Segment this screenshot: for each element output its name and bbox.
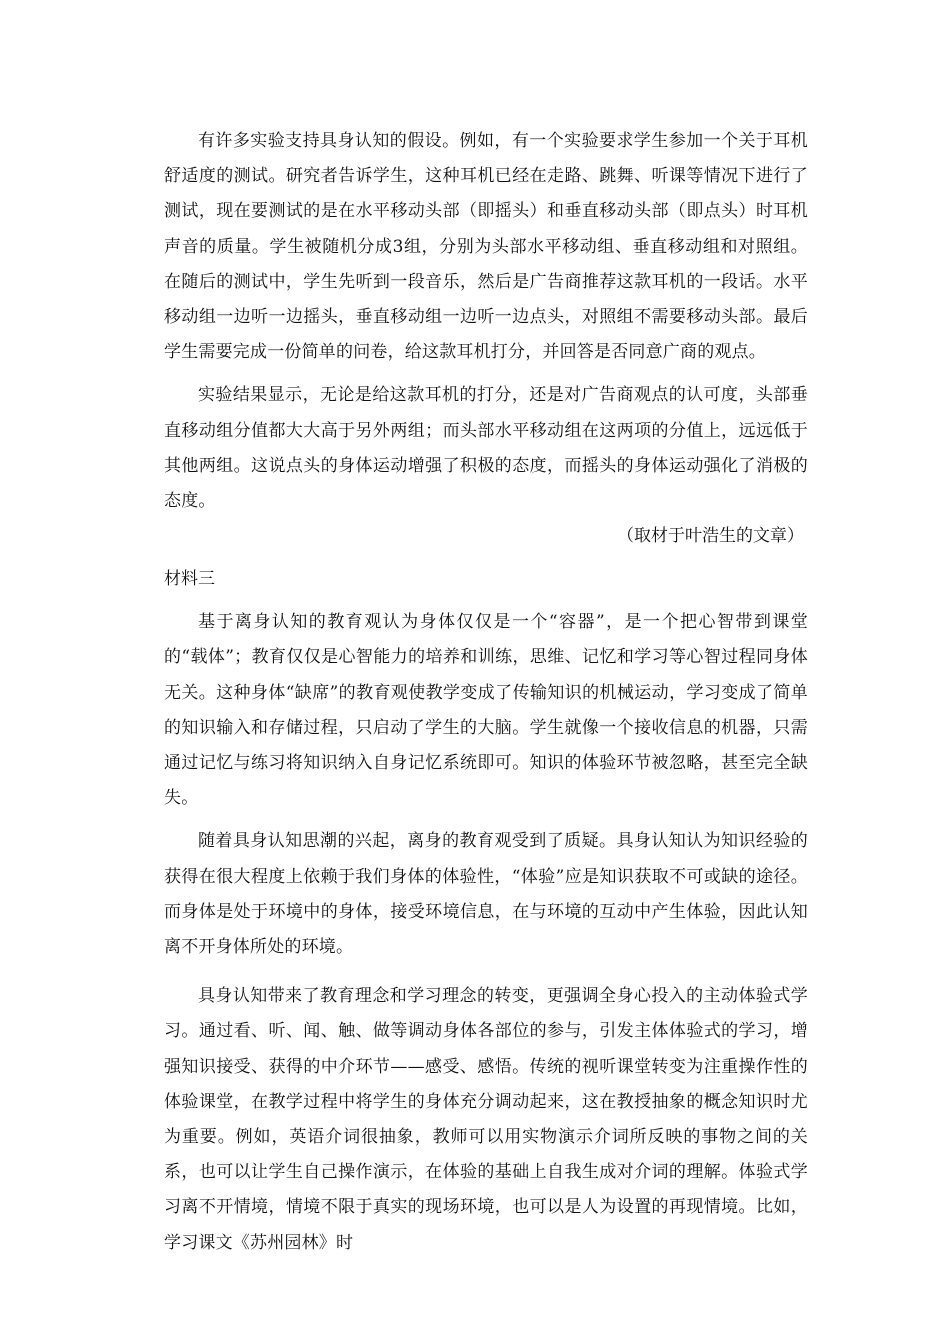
paragraph-experiential-learning: 具身认知带来了教育理念和学习理念的转变，更强调全身心投入的主动体验式学习。通过看、听、闻、触、做等调动身体各部位的参与，引发主体体验式的学习，增强知识接受、获得的中介环节——感受、感悟。传统的视听课堂转变为注重操作性的体验课堂，在教学过程中将学生的身体充分调动起来，这在教授抽象的概念知识时尤为重要。例如，英语介词很抽象，教师可以用实物演示介词所反映的事物之间的关系，也可以让学生自己操作演示，在体验的基础上自我生成对介词的理解。体验式学习离不开情境，情境不限于真实的现场环境，也可以是人为设置的再现情境。比如，学习课文《苏州园林》时 <box>164 986 808 1253</box>
source-citation: （取材于叶浩生的文章） <box>617 526 804 547</box>
paragraph-experiment: 有许多实验支持具身认知的假设。例如，有一个实验要求学生参加一个关于耳机舒适度的测试。研究者告诉学生，这种耳机已经在走路、跳舞、听课等情况下进行了测试，现在要测试的是在水平移动头部（即摇头）和垂直移动头部（即点头）时耳机声音的质量。学生被随机分成3组，分别为头部水平移动组、垂直移动组和对照组。在随后的测试中，学生先听到一段音乐，然后是广告商推荐这款耳机的一段话。水平移动组一边听一边摇头，垂直移动组一边听一边点头，对照组不需要移动头部。最后学生需要完成一份简单的问卷，给这款耳机打分，并回答是否同意广商的观点。 <box>164 131 808 363</box>
paragraph-results: 实验结果显示，无论是给这款耳机的打分，还是对广告商观点的认可度，头部垂直移动组分值都大大高于另外两组；而头部水平移动组在这两项的分值上，远远低于其他两组。这说点头的身体运动增强了积极的态度，而摇头的身体运动强化了消极的态度。 <box>164 385 808 512</box>
paragraph-disembodied-education: 基于离身认知的教育观认为身体仅仅是一个“容器”，是一个把心智带到课堂的“载体”；教育仅仅是心智能力的培养和训练，思维、记忆和学习等心智过程同身体无关。这种身体“缺席”的教育观使教学变成了传输知识的机械运动，学习变成了简单的知识输入和存储过程，只启动了学生的大脑。学生就像一个接收信息的机器，只需通过记忆与练习将知识纳入自身记忆系统即可。知识的体验环节被忽略，甚至完全缺失。 <box>164 612 808 809</box>
document-page <box>164 124 808 1261</box>
section-heading: 材料三 <box>164 569 215 590</box>
paragraph-embodied-rise: 随着具身认知思潮的兴起，离身的教育观受到了质疑。具身认知认为知识经验的获得在很大程度上依赖于我们身体的体验性，“体验”应是知识获取不可或缺的途径。而身体是处于环境中的身体，接受环境信息，在与环境的互动中产生体验，因此认知离不开身体所处的环境。 <box>164 831 808 958</box>
